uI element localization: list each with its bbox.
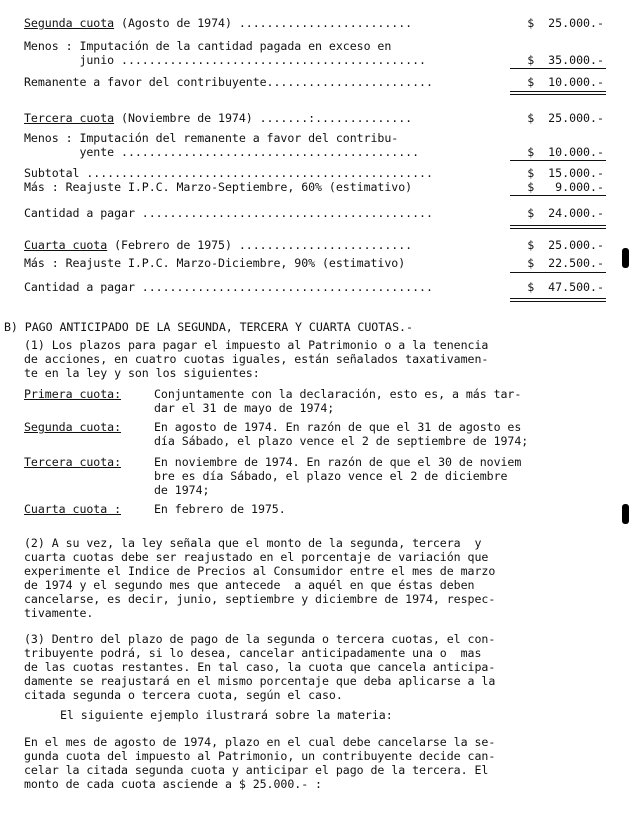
- punch-hole-mark: [622, 248, 629, 268]
- total-rule: [510, 91, 606, 92]
- cuota-text-line: En noviembre de 1974. En razón de que el 30 de noviem: [154, 455, 522, 469]
- total-rule-double: [510, 94, 606, 95]
- segunda-cuota-period: (Agosto de 1974) .........................: [114, 16, 413, 30]
- segunda-menos-line2: junio ............................................: [24, 53, 426, 67]
- tercera-menos-amount: $ 10.000.-: [527, 145, 604, 159]
- segunda-remanente-line: Remanente a favor del contribuyente........................: [24, 75, 433, 89]
- tercera-subtotal-line: Subtotal ..................................................: [24, 166, 433, 180]
- p4-line: gunda cuota del impuesto al Patrimonio, un contribuyente decide can-: [24, 749, 496, 763]
- cuarta-cuota-line: [24, 238, 412, 252]
- segunda-menos-amount: $ 35.000.-: [527, 53, 604, 67]
- tercera-subtotal-amount: $ 15.000.-: [527, 166, 604, 180]
- p2-line: cuarta cuotas debe ser reajustado en el porcentaje de variación que: [24, 550, 489, 564]
- total-rule-double: [510, 301, 606, 302]
- segunda-cuota-title: Segunda cuota: [24, 16, 115, 30]
- cuota-text-line: En agosto de 1974. En razón de que el 31 de agosto es: [154, 420, 522, 434]
- cuota-text-line: dar el 31 de mayo de 1974;: [154, 401, 335, 415]
- tercera-menos-line1: Menos : Imputación del remanente a favor del contribu-: [24, 131, 399, 145]
- p2-line: experimente el Indice de Precios al Consumidor entre el mes de marzo: [24, 564, 496, 578]
- p1-line: de acciones, en cuatro cuotas iguales, están señalados taxativamen-: [24, 352, 489, 366]
- tercera-cantidad-line: Cantidad a pagar ..........................................: [24, 206, 433, 220]
- p2-line: cancelarse, es decir, junio, septiembre y diciembre de 1974, respec-: [24, 592, 496, 606]
- tercera-reajuste-line: Más : Reajuste I.P.C. Marzo-Septiembre, 60% (estimativo): [24, 180, 413, 194]
- sum-rule: [510, 272, 606, 273]
- segunda-menos-line1: Menos : Imputación de la cantidad pagada en exceso en: [24, 39, 392, 53]
- segunda-cuota-amount: $ 25.000.-: [527, 16, 604, 30]
- cuarta-reajuste-line: Más : Reajuste I.P.C. Marzo-Diciembre, 90% (estimativo): [24, 256, 406, 270]
- tercera-cuota-line: [24, 111, 412, 125]
- p4-line: celar la citada segunda cuota y anticipar el pago de la tercera. El: [24, 763, 489, 777]
- total-rule-double: [510, 228, 606, 229]
- sum-rule: [510, 195, 606, 196]
- p3-line: tribuyente podrá, si lo desea, cancelar anticipadamente una o mas: [24, 646, 482, 660]
- p3-line: de las cuotas restantes. En tal caso, la cuota que cancela anticipa-: [24, 660, 496, 674]
- p3-line: damente se reajustará en el mismo porcentaje que deba aplicarse a la: [24, 674, 496, 688]
- cuota-text-line: En febrero de 1975.: [154, 502, 286, 516]
- ejemplo-intro: El siguiente ejemplo ilustrará sobre la materia:: [60, 708, 393, 722]
- tercera-menos-line2: yente ...........................................: [24, 145, 420, 159]
- tercera-cuota-title: Tercera cuota: [24, 111, 115, 125]
- cuarta-cuota-title: Cuarta cuota: [24, 238, 108, 252]
- cuota-text-line: de 1974;: [154, 483, 210, 497]
- total-rule: [510, 225, 606, 226]
- tercera-cuota-amount: $ 25.000.-: [527, 111, 604, 125]
- cuota-label-primera: Primera cuota:: [24, 387, 122, 401]
- tercera-cantidad-amount: $ 24.000.-: [527, 206, 604, 220]
- cuota-text-line: día Sábado, el plazo vence el 2 de septiembre de 1974;: [154, 434, 529, 448]
- cuarta-cuota-period: (Febrero de 1975) .........................: [107, 238, 413, 252]
- cuota-text-line: bre es día Sábado, el plazo vence el 2 de diciembre: [154, 469, 508, 483]
- cuarta-cantidad-line: Cantidad a pagar ..........................................: [24, 280, 433, 294]
- cuota-label-segunda: Segunda cuota:: [24, 420, 122, 434]
- punch-hole-mark: [622, 504, 629, 524]
- cuota-label-cuarta: Cuarta cuota :: [24, 502, 122, 516]
- p1-line: (1) Los plazos para pagar el impuesto al Patrimonio o a la tenencia: [24, 338, 489, 352]
- cuota-label-tercera: Tercera cuota:: [24, 455, 122, 469]
- p4-line: En el mes de agosto de 1974, plazo en el cual debe cancelarse la se-: [24, 735, 496, 749]
- p2-line: de 1974 y el segundo mes que antecede a aquél en que éstas deben: [24, 578, 475, 592]
- p3-line: citada segunda o tercera cuota, según el caso.: [24, 688, 343, 702]
- cuarta-reajuste-amount: $ 22.500.-: [527, 256, 604, 270]
- tercera-reajuste-amount: $ 9.000.-: [527, 180, 604, 194]
- sum-rule: [510, 160, 606, 161]
- segunda-cuota-line: [24, 16, 412, 30]
- p3-line: (3) Dentro del plazo de pago de la segunda o tercera cuotas, el con-: [24, 632, 496, 646]
- p4-line: monto de cada cuota asciende a $ 25.000.- :: [24, 777, 322, 791]
- segunda-remanente-amount: $ 10.000.-: [527, 75, 604, 89]
- cuota-text-line: Conjuntamente con la declaración, esto es, a más tar-: [154, 387, 522, 401]
- sum-rule: [510, 68, 606, 69]
- section-b-heading: B) PAGO ANTICIPADO DE LA SEGUNDA, TERCERA Y CUARTA CUOTAS.-: [4, 320, 413, 334]
- tercera-cuota-period: (Noviembre de 1974) .......:..............: [114, 111, 413, 125]
- cuarta-cuota-amount: $ 25.000.-: [527, 238, 604, 252]
- p1-line: te en la ley y son los siguientes:: [24, 366, 260, 380]
- p2-line: tivamente.: [24, 606, 94, 620]
- p2-line: (2) A su vez, la ley señala que el monto de la segunda, tercera y: [24, 536, 482, 550]
- cuarta-cantidad-amount: $ 47.500.-: [527, 280, 604, 294]
- total-rule: [510, 298, 606, 299]
